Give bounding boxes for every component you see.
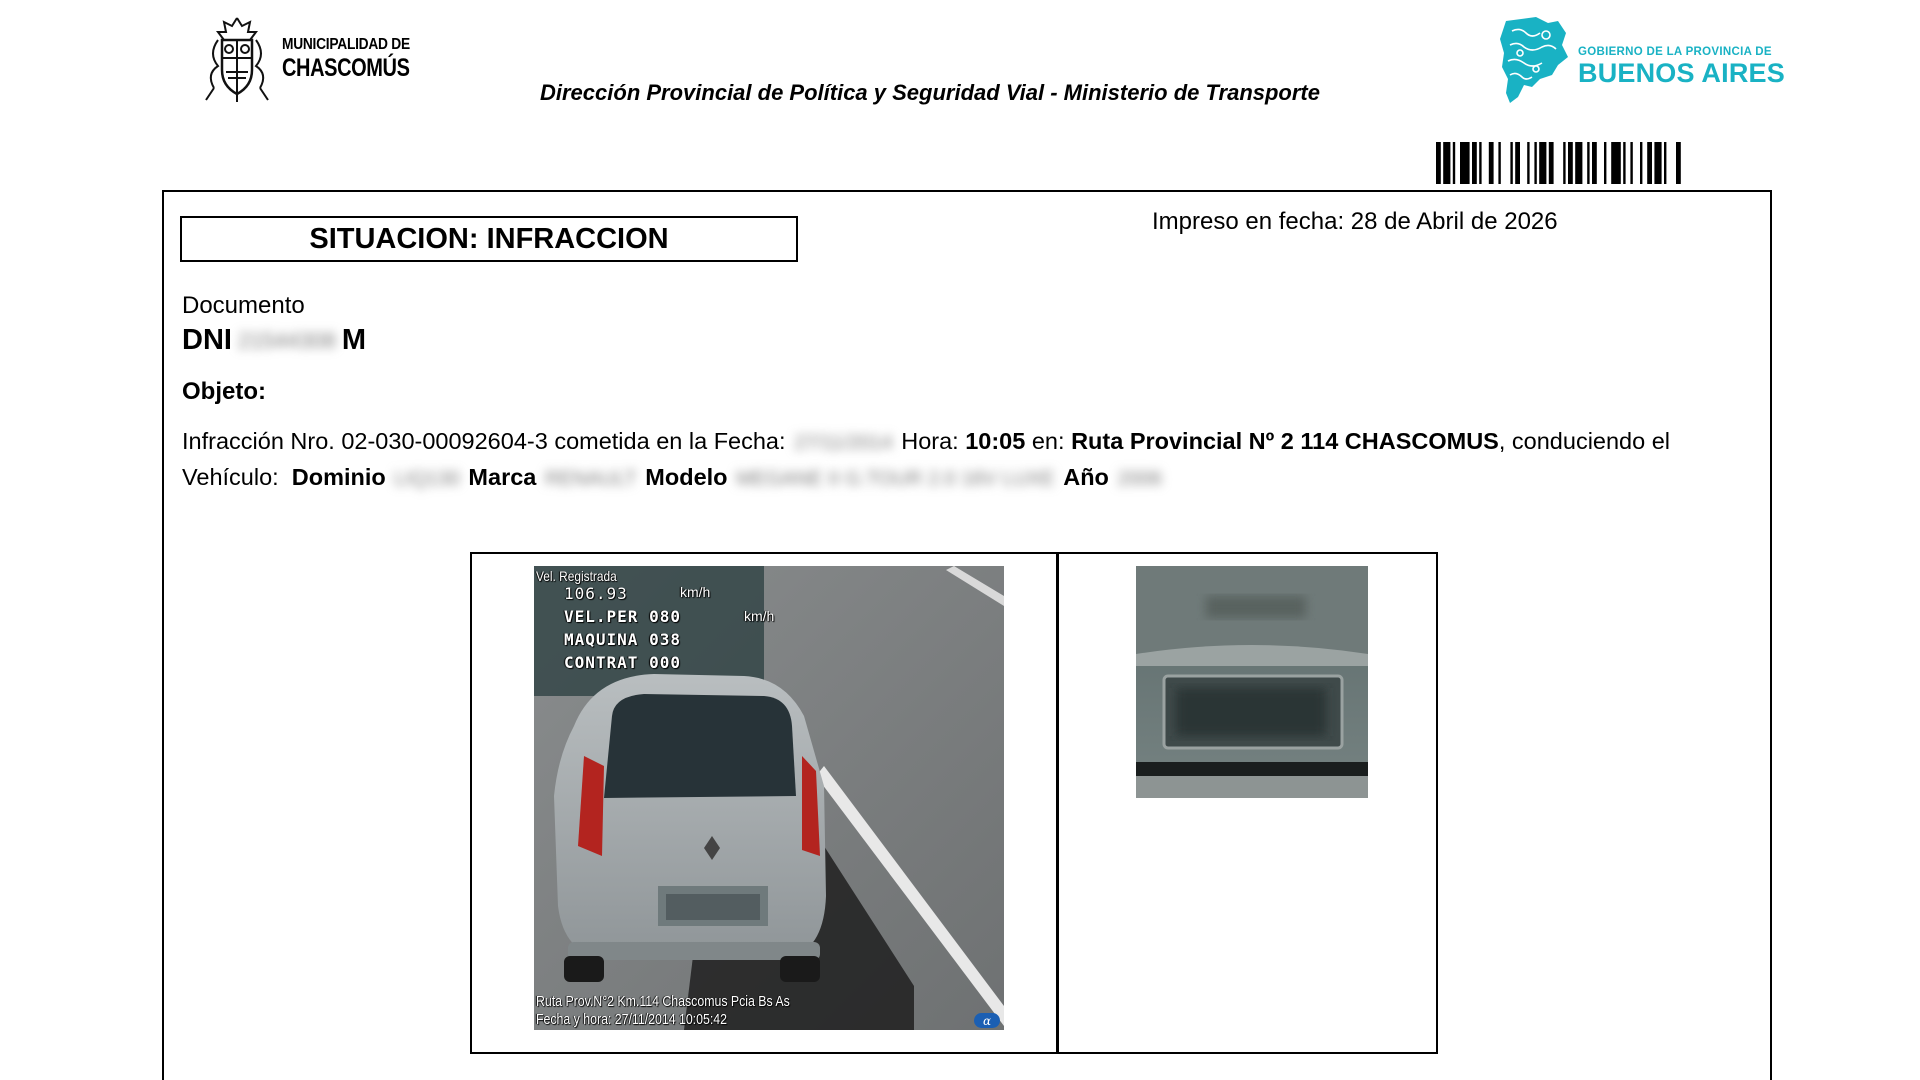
vehicle-label: Vehículo: [182,464,279,490]
barcode-bar [1436,142,1441,184]
municipality-logo [198,14,410,104]
barcode-bar [1563,142,1565,184]
hora-label: Hora: [901,428,959,454]
dni-line [182,324,366,357]
dni-number-redacted: 21544308 [237,327,336,353]
marca-redacted: RENAULT [544,468,637,490]
objeto-label: Objeto: [182,378,266,405]
province-line1: GOBIERNO DE LA PROVINCIA DE [1578,45,1772,58]
modelo-redacted: MEGANE II G.TOUR 2.0 16V LUXE [736,468,1055,490]
infraction-date-redacted: 27/11/2014 [794,432,893,454]
barcode-bar [1676,142,1681,184]
plate-photo-graphic [1136,566,1368,798]
dominio-label: Dominio [291,464,386,490]
province-line2: BUENOS AIRES [1578,58,1785,89]
printed-date: Impreso en fecha: 28 de Abril de 2026 [1152,208,1558,235]
header-title: Dirección Provincial de Política y Seguridad Vial - Ministerio de Transporte [540,80,1320,105]
barcode-bar [1510,142,1512,184]
infraction-text-2: , conduciendo el [1498,428,1671,454]
barcode-bar [1623,142,1625,184]
anio-label: Año [1063,464,1109,490]
overlay-speed-unit: km/h [680,584,711,600]
barcode-bar [1575,142,1582,184]
barcode-bar [1604,142,1606,184]
barcode-bar [1640,142,1642,184]
barcode-bar [1534,142,1536,184]
barcode-bar [1611,142,1621,184]
infraction-number-text: Infracción Nro. 02-030-00092604-3 cometida en la Fecha: [182,428,786,454]
photo-divider [1056,554,1059,1052]
overlay-contrat: CONTRAT 000 [564,653,681,672]
barcode [1436,142,1770,184]
document-frame [162,190,1772,1080]
municipality-line1: MUNICIPALIDAD DE [282,36,410,53]
status-box [180,216,798,262]
barcode-bar [1592,142,1597,184]
speed-camera-photo [534,566,1004,1030]
infraction-location: Ruta Provincial Nº 2 114 CHASCOMUS [1071,428,1499,454]
marca-label: Marca [468,464,537,490]
overlay-speed: 106.93 [564,584,628,603]
barcode-bar [1527,142,1529,184]
infraction-text [182,424,1752,496]
overlay-vel-per-unit: km/h [744,608,775,624]
barcode-bar [1647,142,1652,184]
barcode-bar [1472,142,1477,184]
barcode-bar [1630,142,1632,184]
barcode-bar [1587,142,1589,184]
barcode-bar [1453,142,1455,184]
barcode-bar [1498,142,1500,184]
barcode-bar [1654,142,1661,184]
barcode-bar [1549,142,1554,184]
province-logo [1496,12,1785,108]
barcode-bar [1443,142,1450,184]
barcode-bar [1539,142,1546,184]
barcode-bar [1664,142,1666,184]
modelo-label: Modelo [645,464,728,490]
dominio-redacted: LIQ130 [394,468,460,490]
plate-photo [1136,566,1368,798]
dni-prefix: DNI [182,324,232,356]
document-label: Documento [182,292,305,319]
barcode-bar [1460,142,1470,184]
municipality-line2: CHASCOMÚS [282,54,410,82]
barcode-bar [1479,142,1481,184]
overlay-location: Ruta Prov.N°2 Km.114 Chascomus Pcia Bs As [536,994,790,1010]
alpha-badge-icon: α [974,1013,1000,1028]
overlay-vel-per: VEL.PER 080 [564,607,681,626]
barcode-graphic [1436,142,1770,184]
dni-suffix: M [341,324,367,356]
hora-value: 10:05 [965,428,1026,454]
overlay-datetime: Fecha y hora: 27/11/2014 10:05:42 [536,1012,727,1028]
barcode-bar [1568,142,1573,184]
province-map-icon [1496,13,1572,107]
municipality-crest-icon [198,14,276,104]
anio-redacted: 2006 [1117,468,1162,490]
barcode-bar [1515,142,1520,184]
photo-box [470,552,1438,1054]
overlay-vel-registrada: Vel. Registrada [536,568,617,584]
status-label: SITUACION: INFRACCION [309,222,669,255]
en-label: en: [1031,428,1065,454]
overlay-maquina: MAQUINA 038 [564,630,681,649]
barcode-bar [1489,142,1494,184]
